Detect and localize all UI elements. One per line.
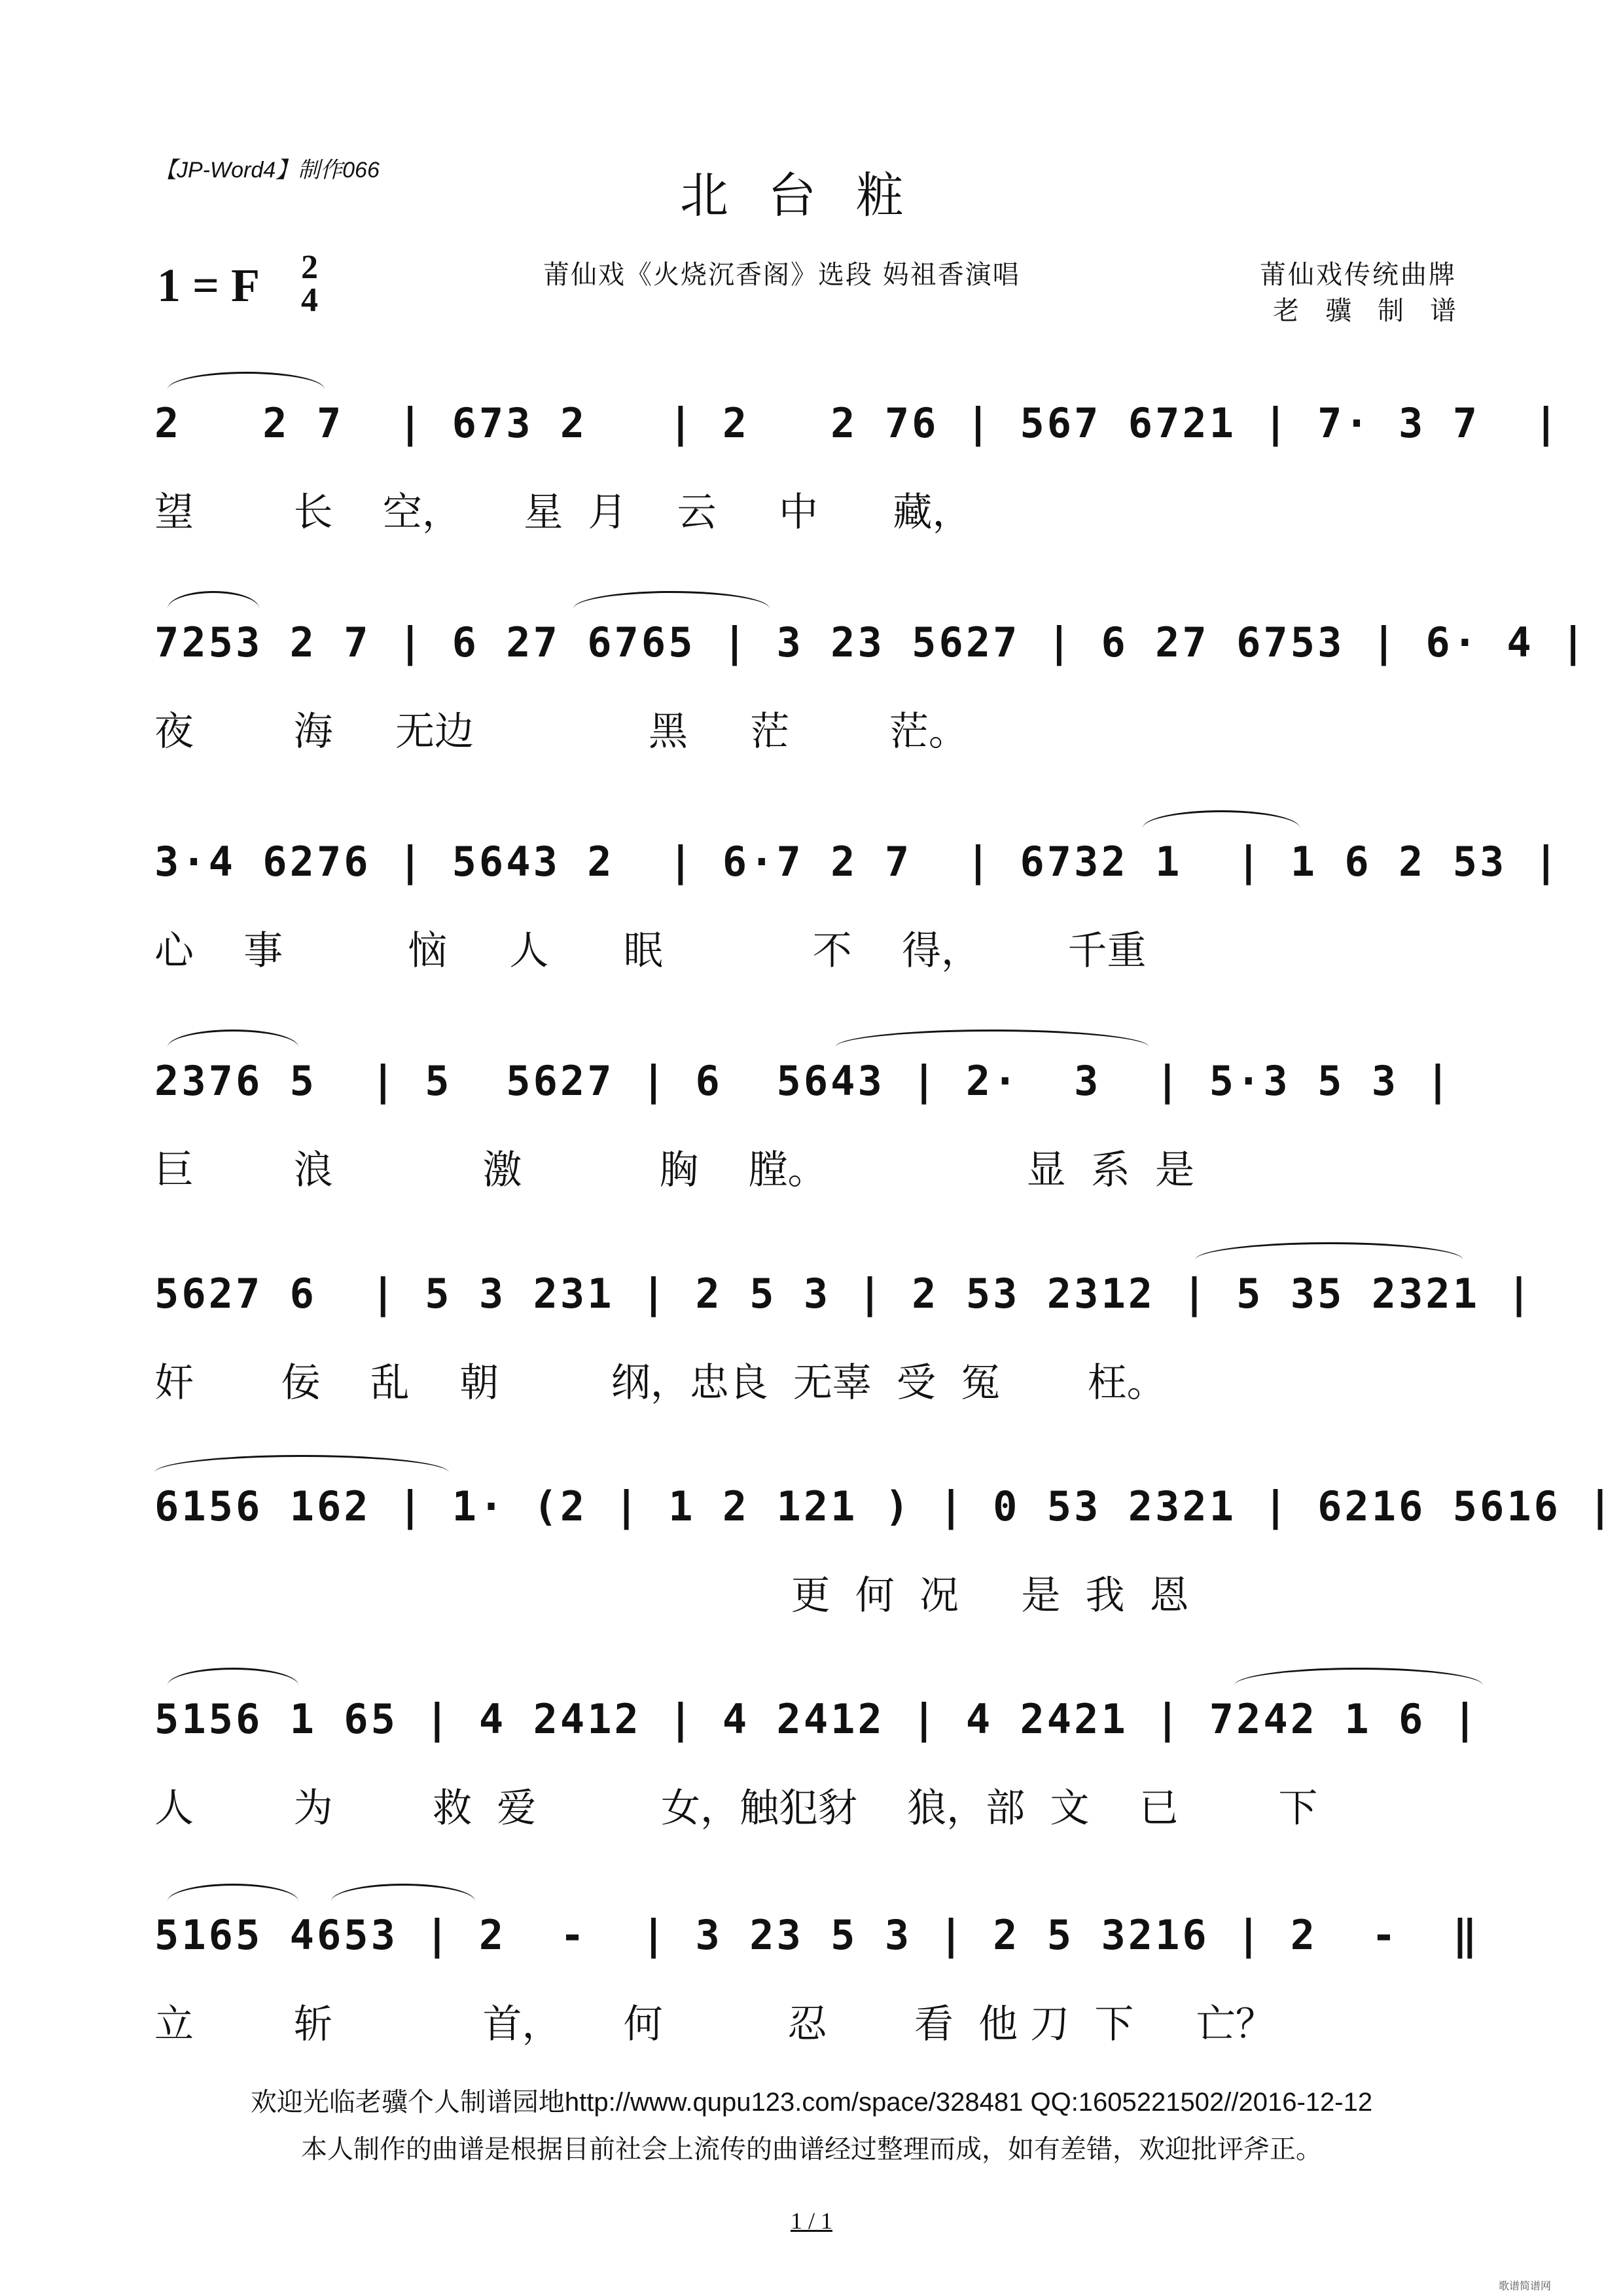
notation-line: 6156 162 | 1· (2 | 1 2 121 ) | 0 53 2321 | 6216 5616 |	[154, 1482, 1615, 1530]
lyrics-line: 心 事 恼 人 眠 不 得， 千重	[154, 928, 1147, 974]
subtitle: 莆仙戏《火烧沉香阁》选段 妈祖香演唱	[543, 260, 1020, 290]
notation-line: 2376 5 | 5 5627 | 6 5643 | 2· 3 | 5·3 5 3 |	[154, 1057, 1453, 1105]
page-number	[0, 2207, 1623, 2234]
notation-line: 3·4 6276 | 5643 2 | 6·7 2 7 | 6732 1 | 1 6 2 53 |	[154, 838, 1561, 886]
notation-line: 5156 1 65 | 4 2412 | 4 2412 | 4 2421 | 7242 1 6 |	[154, 1695, 1480, 1743]
lyrics-line: 望 长 空， 星 月 云 中 藏，	[154, 490, 972, 535]
notation-line: 7253 2 7 | 6 27 6765 | 3 23 5627 | 6 27 6753 | 6· 4 |	[154, 619, 1588, 666]
arranger-label: 老骥制谱	[1273, 296, 1482, 326]
lyrics-line: 夜 海 无边 黑 茫 茫。	[154, 709, 968, 755]
time-signature-bottom: 4	[301, 281, 318, 319]
lyrics-line: 更 何 况 是 我 恩	[154, 1573, 1189, 1619]
maker-label: 【JP-Word4】制作066	[154, 158, 380, 183]
time-signature	[293, 251, 326, 317]
notation-line: 2 2 7 | 673 2 | 2 2 76 | 567 6721 | 7· 3 7 |	[154, 399, 1561, 447]
lyrics-line: 奸 佞 乱 朝 纲，忠良 无辜 受 冤 枉。	[154, 1360, 1166, 1406]
song-title: 北台粧	[680, 168, 943, 224]
notation-line: 5627 6 | 5 3 231 | 2 5 3 | 2 53 2312 | 5 35 2321 |	[154, 1270, 1534, 1318]
source-label: 莆仙戏传统曲牌	[1260, 260, 1457, 290]
watermark: 歌谱简谱网	[1499, 2280, 1552, 2292]
lyrics-line: 巨 浪 激 胸 膛。 显 系 是	[154, 1147, 1194, 1193]
lyrics-line: 人 为 救 爱 女，触犯豺 狼，部 文 已 下	[154, 1785, 1318, 1831]
footer-website: 欢迎光临老骥个人制谱园地http://www.qupu123.com/space/328481 QQ:1605221502//2016-12-12	[250, 2088, 1373, 2117]
page-number-text: 1 / 1	[790, 2208, 832, 2234]
notation-line: 5165 4653 | 2 - | 3 23 5 3 | 2 5 3216 | 2 - ‖	[154, 1911, 1480, 1959]
lyrics-line: 立 斩 首， 何 忍 看 他 刀 下 亡？	[154, 2001, 1275, 2047]
key-signature: 1 = F	[157, 259, 260, 312]
time-signature-top: 2	[301, 249, 318, 286]
footer-note: 本人制作的曲谱是根据目前社会上流传的曲谱经过整理而成，如有差错，欢迎批评斧正。	[301, 2134, 1322, 2164]
